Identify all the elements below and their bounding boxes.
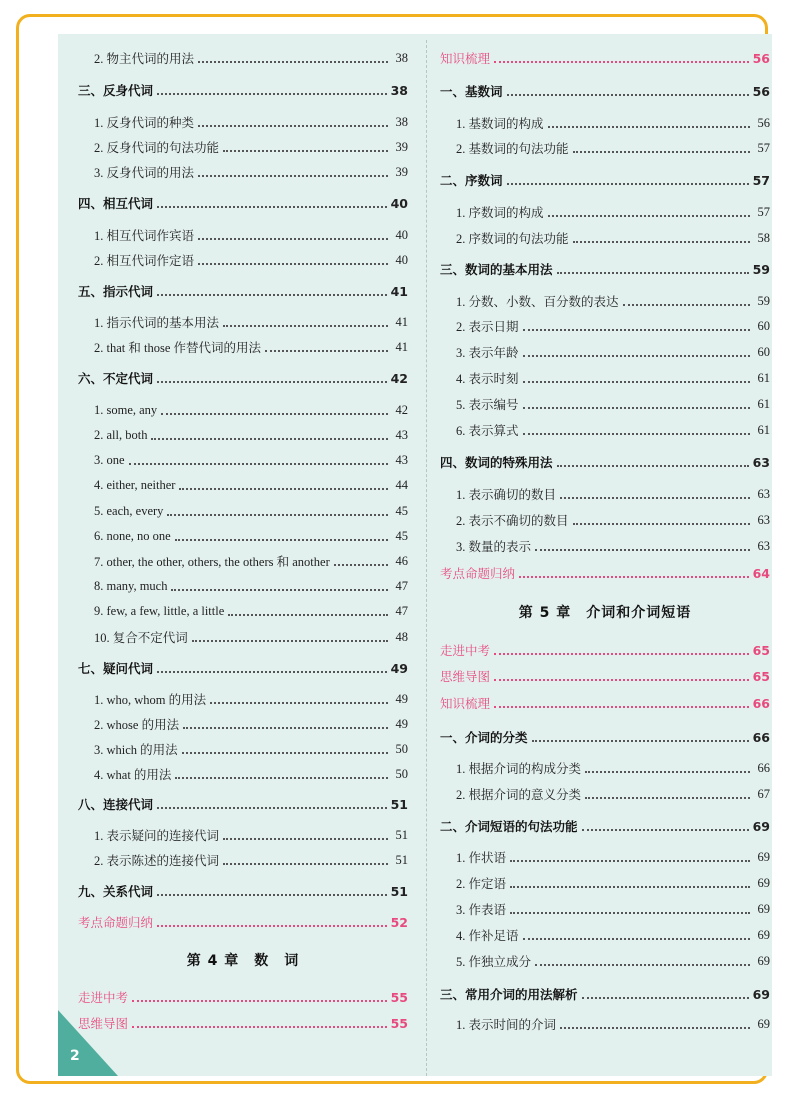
toc-entry-title: 二、序数词 <box>440 173 503 188</box>
toc-entry-title: 4. 作补足语 <box>456 929 519 943</box>
dot-leader <box>494 60 749 63</box>
toc-page-number: 60 <box>757 344 770 359</box>
toc-entry-title: 2. that 和 those 作替代词的用法 <box>94 341 262 355</box>
toc-entry[interactable] <box>78 850 408 870</box>
toc-entry-title: 1. 指示代词的基本用法 <box>94 316 220 330</box>
dot-leader <box>523 380 750 383</box>
toc-entry-title: 三、常用介词的用法解析 <box>440 987 578 1002</box>
toc-entry-title: 1. who, whom 的用法 <box>94 693 207 707</box>
toc-page-number: 44 <box>395 477 408 492</box>
toc-entry-title: 六、不定代词 <box>78 371 154 386</box>
dot-leader <box>157 806 387 809</box>
toc-page-number: 51 <box>390 883 408 899</box>
toc-entry[interactable] <box>78 48 408 68</box>
toc-section-entry[interactable] <box>440 81 770 101</box>
toc-feature-entry[interactable] <box>78 987 408 1007</box>
toc-entry-title: 8. many, much <box>94 578 168 593</box>
toc-entry[interactable] <box>78 312 408 332</box>
dot-leader <box>585 770 750 773</box>
toc-page-number: 47 <box>395 603 408 618</box>
toc-entry-title: 5. each, every <box>94 503 164 518</box>
toc-page-number: 57 <box>757 140 770 155</box>
toc-entry-title: 二、介词短语的句法功能 <box>440 819 578 834</box>
toc-section-entry[interactable] <box>440 816 770 836</box>
toc-page-number: 51 <box>395 827 408 842</box>
toc-entry-title: 1. 序数词的构成 <box>456 206 544 220</box>
toc-page-number: 69 <box>757 901 770 916</box>
toc-entry[interactable] <box>78 475 408 495</box>
toc-entry[interactable] <box>440 847 770 867</box>
toc-page-number: 65 <box>752 668 770 684</box>
toc-page-number: 69 <box>757 953 770 968</box>
dot-leader <box>223 149 388 152</box>
toc-page-number: 38 <box>390 82 408 98</box>
toc-section-entry[interactable] <box>78 881 408 901</box>
toc-entry-title: 九、关系代词 <box>78 884 154 899</box>
dot-leader <box>157 670 387 673</box>
toc-entry-title: 2. all, both <box>94 427 148 442</box>
toc-page-number: 51 <box>390 796 408 812</box>
toc-entry[interactable] <box>440 536 770 556</box>
toc-entry-title: 1. some, any <box>94 402 158 417</box>
toc-section-entry[interactable] <box>78 281 408 301</box>
toc-entry-title: 1. 分数、小数、百分数的表达 <box>456 295 619 309</box>
dot-leader <box>507 93 749 96</box>
toc-entry-title: 三、反身代词 <box>78 83 154 98</box>
toc-entry-title: 走进中考 <box>440 643 491 658</box>
dot-leader <box>151 437 388 440</box>
toc-entry-title: 四、数词的特殊用法 <box>440 455 553 470</box>
toc-entry[interactable] <box>78 601 408 621</box>
toc-entry-title: 1. 表示疑问的连接代词 <box>94 829 220 843</box>
toc-entry[interactable] <box>440 510 770 530</box>
dot-leader <box>557 271 749 274</box>
toc-page-number: 55 <box>390 1015 408 1031</box>
toc-entry[interactable] <box>440 925 770 945</box>
dot-leader <box>210 701 388 704</box>
toc-entry-title: 4. either, neither <box>94 477 176 492</box>
dot-leader <box>548 214 750 217</box>
toc-entry-title: 9. few, a few, little, a little <box>94 603 225 618</box>
toc-page-number: 45 <box>395 503 408 518</box>
toc-entry[interactable] <box>440 758 770 778</box>
toc-entry[interactable] <box>440 291 770 311</box>
dot-leader <box>132 1025 387 1028</box>
dot-leader <box>507 182 749 185</box>
dot-leader <box>585 796 750 799</box>
dot-leader <box>582 996 749 999</box>
toc-page-number: 38 <box>395 114 408 129</box>
toc-page-number: 41 <box>390 283 408 299</box>
toc-page-number: 61 <box>757 370 770 385</box>
toc-page-number: 57 <box>752 172 770 188</box>
dot-leader <box>573 240 750 243</box>
toc-feature-entry[interactable] <box>440 48 770 68</box>
toc-page-number: 49 <box>390 660 408 676</box>
dot-leader <box>573 150 750 153</box>
dot-leader <box>198 262 388 265</box>
toc-entry-title: 5. 作独立成分 <box>456 955 532 969</box>
toc-page-number: 42 <box>390 370 408 386</box>
dot-leader <box>582 828 749 831</box>
toc-entry-title: 2. 表示日期 <box>456 320 519 334</box>
toc-entry-title: 考点命题归纳 <box>440 566 516 581</box>
toc-page-number: 56 <box>757 115 770 130</box>
toc-entry[interactable] <box>78 551 408 571</box>
dot-leader <box>519 575 749 578</box>
toc-entry[interactable] <box>440 899 770 919</box>
toc-entry[interactable] <box>78 337 408 357</box>
toc-page-number: 50 <box>395 766 408 781</box>
toc-entry[interactable] <box>78 627 408 647</box>
toc-page-number: 57 <box>757 204 770 219</box>
toc-entry-title: 10. 复合不定代词 <box>94 631 188 645</box>
toc-entry[interactable] <box>440 228 770 248</box>
toc-page-number: 49 <box>395 716 408 731</box>
toc-entry-title: 1. 表示时间的介词 <box>456 1018 557 1032</box>
toc-entry[interactable] <box>78 739 408 759</box>
toc-page-number: 69 <box>757 849 770 864</box>
toc-page-number: 63 <box>752 454 770 470</box>
dot-leader <box>157 380 387 383</box>
toc-entry[interactable] <box>440 951 770 971</box>
toc-entry[interactable] <box>440 420 770 440</box>
toc-entry-title: 3. one <box>94 452 125 467</box>
toc-entry-title: 2. 反身代词的句法功能 <box>94 141 220 155</box>
toc-feature-entry[interactable] <box>78 912 408 932</box>
toc-page-number: 40 <box>395 252 408 267</box>
toc-entry[interactable] <box>78 137 408 157</box>
toc-section-entry[interactable] <box>78 658 408 678</box>
toc-section-entry[interactable] <box>440 452 770 472</box>
toc-entry-title: 七、疑问代词 <box>78 661 154 676</box>
toc-page-number: 43 <box>395 427 408 442</box>
toc-feature-entry[interactable] <box>440 666 770 686</box>
toc-entry[interactable] <box>440 368 770 388</box>
toc-entry-title: 3. 反身代词的用法 <box>94 166 195 180</box>
toc-feature-entry[interactable] <box>440 563 770 583</box>
toc-page-number: 58 <box>757 230 770 245</box>
toc-page-number: 63 <box>757 486 770 501</box>
toc-entry[interactable] <box>78 576 408 596</box>
toc-entry-title: 四、相互代词 <box>78 196 154 211</box>
toc-page-number: 63 <box>757 512 770 527</box>
toc-entry[interactable] <box>78 400 408 420</box>
toc-section-entry[interactable] <box>78 193 408 213</box>
toc-entry-title: 思维导图 <box>78 1016 129 1031</box>
toc-entry-title: 知识梳理 <box>440 696 491 711</box>
toc-entry[interactable] <box>78 526 408 546</box>
dot-leader <box>623 303 750 306</box>
toc-page-number: 69 <box>752 818 770 834</box>
toc-entry[interactable] <box>440 316 770 336</box>
toc-page-number: 59 <box>757 293 770 308</box>
toc-page-number: 38 <box>395 50 408 65</box>
toc-page-number: 69 <box>757 875 770 890</box>
toc-entry-title: 一、介词的分类 <box>440 730 528 745</box>
dot-leader <box>182 751 388 754</box>
toc-section-entry[interactable] <box>440 259 770 279</box>
toc-page-number: 50 <box>395 741 408 756</box>
toc-page-number: 56 <box>752 83 770 99</box>
toc-page-number: 41 <box>395 339 408 354</box>
toc-section-entry[interactable] <box>78 80 408 100</box>
toc-entry-title: 2. 表示陈述的连接代词 <box>94 854 220 868</box>
dot-leader <box>523 328 750 331</box>
toc-entry-title: 一、基数词 <box>440 84 503 99</box>
toc-entry-title: 2. 物主代词的用法 <box>94 52 195 66</box>
column-divider <box>426 40 427 1076</box>
dot-leader <box>132 999 387 1002</box>
toc-section-entry[interactable] <box>440 984 770 1004</box>
toc-page-number: 51 <box>395 852 408 867</box>
toc-page-number: 60 <box>757 318 770 333</box>
dot-leader <box>179 487 388 490</box>
toc-entry-title: 考点命题归纳 <box>78 915 154 930</box>
dot-leader <box>198 174 388 177</box>
dot-leader <box>560 496 750 499</box>
dot-leader <box>171 588 388 591</box>
toc-entry[interactable] <box>78 250 408 270</box>
toc-entry-title: 4. what 的用法 <box>94 768 172 782</box>
dot-leader <box>223 862 388 865</box>
toc-entry[interactable] <box>78 764 408 784</box>
toc-entry-title: 7. other, the other, others, the others 和 another <box>94 555 330 569</box>
toc-entry-title: 2. 相互代词作定语 <box>94 254 195 268</box>
dot-leader <box>223 324 388 327</box>
dot-leader <box>198 124 388 127</box>
toc-entry-title: 3. 表示年龄 <box>456 346 519 360</box>
dot-leader <box>548 125 750 128</box>
dot-leader <box>523 354 750 357</box>
dot-leader <box>192 639 388 642</box>
toc-entry-title: 五、指示代词 <box>78 284 154 299</box>
toc-page-number: 61 <box>757 396 770 411</box>
dot-leader <box>510 911 750 914</box>
dot-leader <box>198 237 388 240</box>
dot-leader <box>557 464 749 467</box>
dot-leader <box>334 563 388 566</box>
dot-leader <box>494 678 749 681</box>
toc-entry[interactable] <box>440 873 770 893</box>
toc-entry-title: 2. 作定语 <box>456 877 507 891</box>
dot-leader <box>223 837 388 840</box>
dot-leader <box>523 406 750 409</box>
dot-leader <box>535 548 750 551</box>
toc-page-number: 47 <box>395 578 408 593</box>
toc-page-number: 66 <box>757 760 770 775</box>
toc-entry-title: 4. 表示时刻 <box>456 372 519 386</box>
toc-entry[interactable] <box>440 113 770 133</box>
toc-entry-title: 2. 序数词的句法功能 <box>456 232 569 246</box>
dot-leader <box>157 893 387 896</box>
toc-page-number: 52 <box>390 914 408 930</box>
toc-entry-title: 1. 反身代词的种类 <box>94 116 195 130</box>
toc-page-number: 49 <box>395 691 408 706</box>
dot-leader <box>161 412 388 415</box>
toc-entry[interactable] <box>78 425 408 445</box>
dot-leader <box>560 1026 750 1029</box>
toc-page-number: 45 <box>395 528 408 543</box>
toc-page-number: 69 <box>757 1016 770 1031</box>
dot-leader <box>175 538 388 541</box>
toc-entry[interactable] <box>78 825 408 845</box>
dot-leader <box>265 349 388 352</box>
toc-section-entry[interactable] <box>440 727 770 747</box>
toc-entry[interactable] <box>440 138 770 158</box>
toc-entry[interactable] <box>440 784 770 804</box>
toc-section-entry[interactable] <box>78 368 408 388</box>
dot-leader <box>532 739 749 742</box>
toc-entry-title: 三、数词的基本用法 <box>440 262 553 277</box>
toc-entry-title: 6. 表示算式 <box>456 424 519 438</box>
toc-entry-title: 知识梳理 <box>440 51 491 66</box>
toc-entry-title: 3. 数量的表示 <box>456 540 532 554</box>
dot-leader <box>494 705 749 708</box>
toc-page-number: 39 <box>395 139 408 154</box>
toc-section-entry[interactable] <box>440 170 770 190</box>
dot-leader <box>494 652 749 655</box>
toc-entry-title: 2. 基数词的句法功能 <box>456 142 569 156</box>
toc-page-number: 69 <box>757 927 770 942</box>
toc-page-number: 59 <box>752 261 770 277</box>
dot-leader <box>157 205 387 208</box>
toc-entry[interactable] <box>78 450 408 470</box>
toc-page-number: 69 <box>752 986 770 1002</box>
toc-section-entry[interactable] <box>78 794 408 814</box>
toc-entry-title: 3. which 的用法 <box>94 743 178 757</box>
toc-page-number: 40 <box>390 195 408 211</box>
toc-entry-title: 2. 根据介词的意义分类 <box>456 788 582 802</box>
dot-leader <box>157 924 387 927</box>
toc-entry-title: 思维导图 <box>440 669 491 684</box>
dot-leader <box>523 432 750 435</box>
dot-leader <box>535 963 750 966</box>
toc-entry[interactable] <box>440 1014 770 1034</box>
dot-leader <box>510 885 750 888</box>
toc-entry-title: 八、连接代词 <box>78 797 154 812</box>
toc-entry[interactable] <box>78 162 408 182</box>
dot-leader <box>523 937 750 940</box>
toc-page-number: 56 <box>752 50 770 66</box>
toc-entry[interactable] <box>78 689 408 709</box>
toc-entry-title: 2. whose 的用法 <box>94 718 180 732</box>
toc-page-number: 66 <box>752 695 770 711</box>
dot-leader <box>157 92 387 95</box>
toc-page-number: 48 <box>395 629 408 644</box>
toc-entry-title: 1. 相互代词作宾语 <box>94 229 195 243</box>
toc-entry-title: 走进中考 <box>78 990 129 1005</box>
toc-entry[interactable] <box>78 714 408 734</box>
toc-entry-title: 5. 表示编号 <box>456 398 519 412</box>
toc-entry[interactable] <box>440 202 770 222</box>
toc-entry-title: 2. 表示不确切的数目 <box>456 514 569 528</box>
dot-leader <box>157 293 387 296</box>
toc-feature-entry[interactable] <box>78 1013 408 1033</box>
dot-leader <box>198 60 388 63</box>
dot-leader <box>175 776 388 779</box>
toc-page-number: 65 <box>752 642 770 658</box>
toc-entry[interactable] <box>78 501 408 521</box>
toc-entry-title: 3. 作表语 <box>456 903 507 917</box>
toc-feature-entry[interactable] <box>440 693 770 713</box>
toc-page-number: 61 <box>757 422 770 437</box>
toc-page-number: 63 <box>757 538 770 553</box>
toc-page-number: 46 <box>395 553 408 568</box>
dot-leader <box>573 522 750 525</box>
toc-entry-title: 1. 根据介词的构成分类 <box>456 762 582 776</box>
toc-page-number: 42 <box>395 402 408 417</box>
toc-page-number: 39 <box>395 164 408 179</box>
dot-leader <box>510 859 750 862</box>
toc-page-number: 55 <box>390 989 408 1005</box>
toc-page-number: 64 <box>752 565 770 581</box>
toc-entry[interactable] <box>440 342 770 362</box>
toc-entry-title: 1. 基数词的构成 <box>456 117 544 131</box>
toc-entry[interactable] <box>440 394 770 414</box>
dot-leader <box>129 462 388 465</box>
toc-entry-title: 6. none, no one <box>94 528 171 543</box>
dot-leader <box>183 726 388 729</box>
toc-page-number: 43 <box>395 452 408 467</box>
toc-feature-entry[interactable] <box>440 640 770 660</box>
dot-leader <box>167 513 388 516</box>
toc-entry-title: 1. 作状语 <box>456 851 507 865</box>
page-number: 2 <box>70 1048 80 1064</box>
toc-page-number: 67 <box>757 786 770 801</box>
toc-page-number: 41 <box>395 314 408 329</box>
chapter-heading: 第 5 章 介词和介词短语 <box>518 605 692 621</box>
dot-leader <box>228 613 388 616</box>
toc-entry[interactable] <box>78 225 408 245</box>
toc-entry[interactable] <box>78 112 408 132</box>
toc-page-number: 40 <box>395 227 408 242</box>
toc-page-number: 66 <box>752 729 770 745</box>
chapter-heading: 第 4 章 数 词 <box>186 953 300 969</box>
toc-entry-title: 1. 表示确切的数目 <box>456 488 557 502</box>
toc-entry[interactable] <box>440 484 770 504</box>
